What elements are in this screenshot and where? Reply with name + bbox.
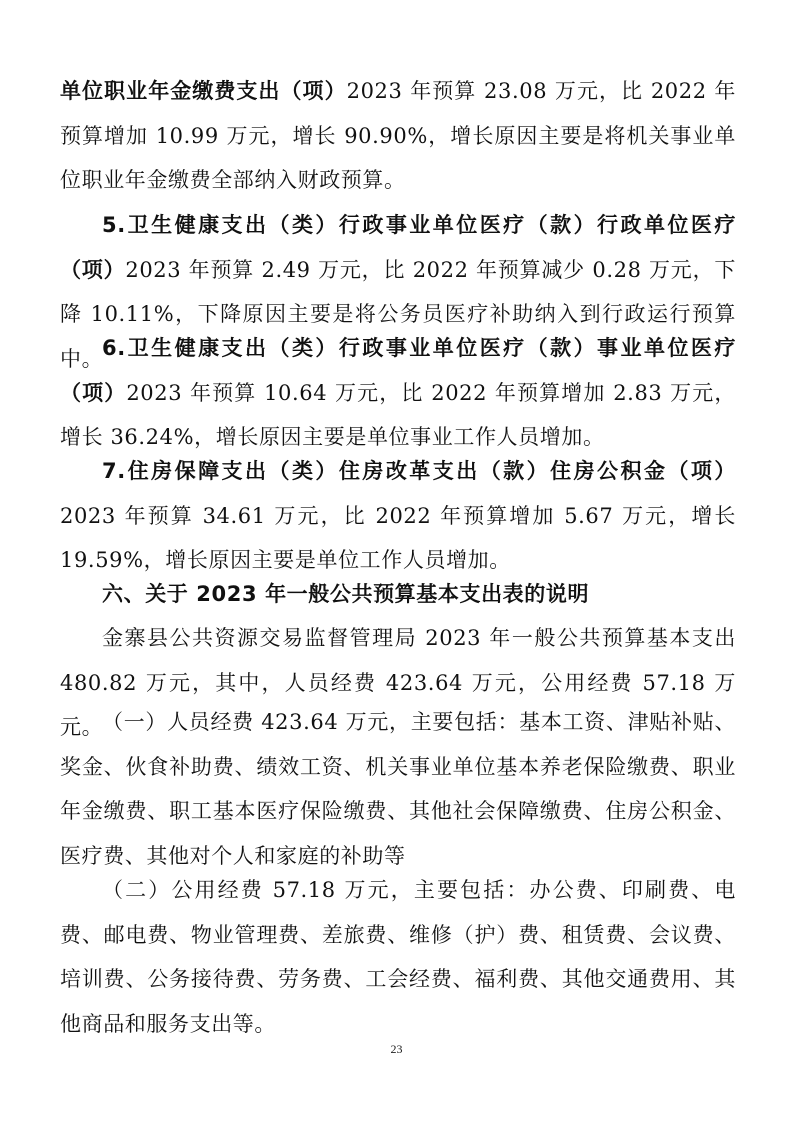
paragraph-basic-expenditure: 金寨县公共资源交易监督管理局 2023 年一般公共预算基本支出 480.82 万元，其中，人员经费 423.64 万元，公用经费 57.18 万元。 bbox=[60, 626, 736, 739]
paragraph-personnel-expenses: （一）人员经费 423.64 万元，主要包括：基本工资、津贴补贴、奖金、伙食补助费、绩效工资、机关事业单位基本养老保险缴费、职业年金缴费、职工基本医疗保险缴费、其他社会保障缴费、住房公积金、医疗费、其他对个人和家庭的补助等 bbox=[60, 710, 736, 868]
paragraph-body: 2023 年预算 10.64 万元，比 2022 年预算增加 2.83 万元，增长 36.24%，增长原因主要是单位事业工作人员增加。 bbox=[60, 380, 736, 449]
page-number: 23 bbox=[390, 1042, 403, 1056]
paragraph-body: 2023 年预算 23.08 万元，比 2022 年预算增加 10.99 万元，增长 90.90%，增长原因主要是将机关事业单位职业年金缴费全部纳入财政预算。 bbox=[60, 79, 736, 192]
paragraph-institution-medical bbox=[60, 326, 736, 460]
paragraph-bold-lead: 5.卫生健康支出（类）行政事业单位医疗（款）行政单位医疗（项） bbox=[60, 213, 736, 282]
paragraph-body: 2023 年预算 2.49 万元，比 2022 年预算减少 0.28 万元，下降 10.11%，下降原因主要是将公务员医疗补助纳入到行政运行预算中。 bbox=[60, 257, 736, 371]
paragraph-occupational-annuity bbox=[60, 69, 736, 203]
paragraph-bold-lead: 单位职业年金缴费支出（项） bbox=[60, 79, 347, 103]
paragraph-bold-lead: 7.住房保障支出（类）住房改革支出（款）住房公积金（项） bbox=[102, 459, 736, 483]
paragraph-housing-fund bbox=[60, 449, 736, 583]
paragraph-public-expenses: （二）公用经费 57.18 万元，主要包括：办公费、印刷费、电费、邮电费、物业管理费、差旅费、维修（护）费、租赁费、会议费、培训费、公务接待费、劳务费、工会经费、福利费、其他交通费用、其他商品和服务支出等。 bbox=[60, 878, 736, 1036]
paragraph-body: 2023 年预算 34.61 万元，比 2022 年预算增加 5.67 万元，增长 19.59%，增长原因主要是单位工作人员增加。 bbox=[60, 503, 736, 572]
section-heading: 六、关于 2023 年一般公共预算基本支出表的说明 bbox=[102, 582, 590, 606]
paragraph-bold-lead: 6.卫生健康支出（类）行政事业单位医疗（款）事业单位医疗（项） bbox=[60, 336, 736, 405]
